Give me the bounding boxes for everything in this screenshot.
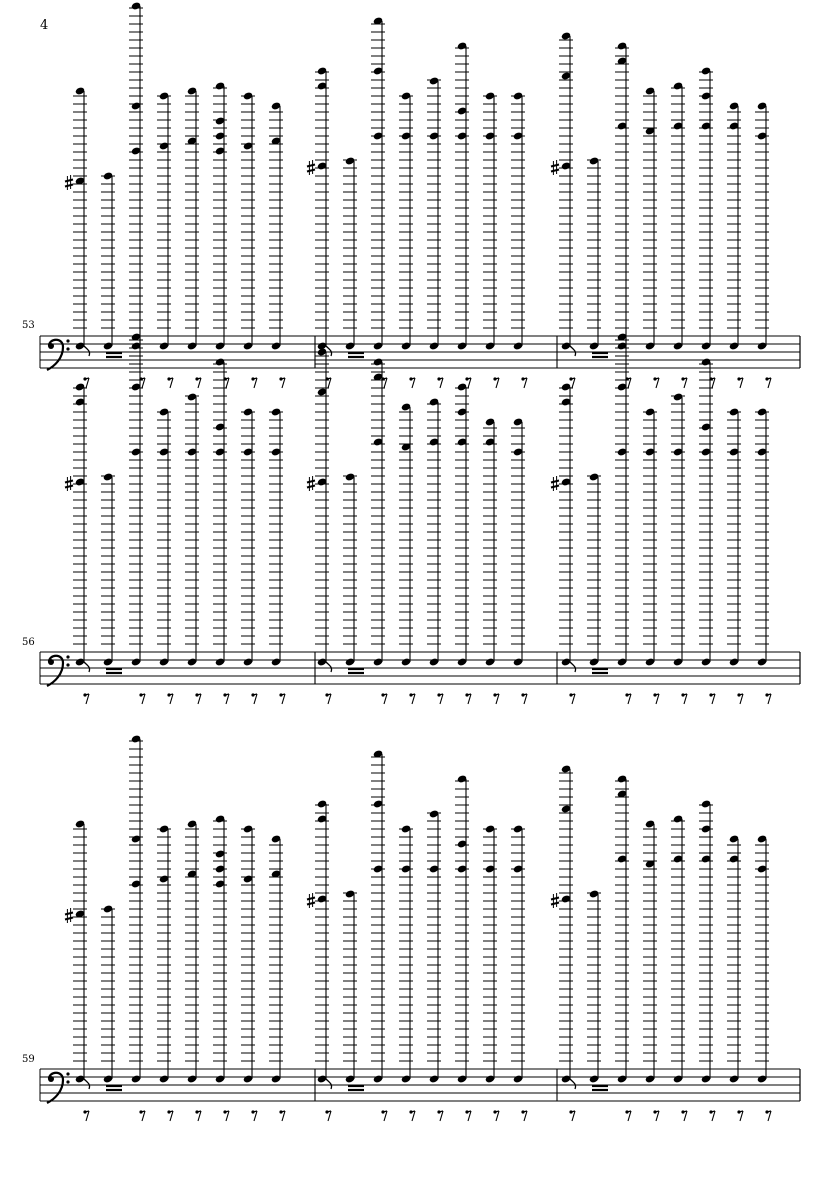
sixteenth-rest-icon: [521, 693, 527, 704]
sixteenth-rest-icon: [765, 377, 771, 388]
sixteenth-rest-icon: [521, 1110, 527, 1121]
sixteenth-rest-icon: [83, 1110, 89, 1121]
note-flag: [326, 1079, 332, 1089]
sharp-bar: [551, 486, 559, 488]
sixteenth-rest-icon: [437, 377, 443, 388]
sharp-bar: [307, 486, 315, 488]
sharp-bar: [551, 170, 559, 172]
sixteenth-rest-icon: [709, 693, 715, 704]
sixteenth-rest-icon: [279, 693, 285, 704]
sixteenth-rest-icon: [625, 1110, 631, 1121]
sixteenth-rest-icon: [569, 1110, 575, 1121]
sharp-bar: [307, 903, 315, 905]
sixteenth-rest-icon: [139, 693, 145, 704]
note-flag: [84, 1079, 90, 1089]
note-flag: [84, 346, 90, 356]
sixteenth-rest-icon: [737, 1110, 743, 1121]
sixteenth-rest-icon: [251, 377, 257, 388]
sixteenth-rest-icon: [625, 693, 631, 704]
sixteenth-rest-icon: [195, 1110, 201, 1121]
sixteenth-rest-icon: [381, 693, 387, 704]
sixteenth-rest-icon: [765, 693, 771, 704]
staff-system-2: [40, 332, 800, 704]
sixteenth-rest-icon: [569, 693, 575, 704]
sixteenth-rest-icon: [521, 377, 527, 388]
sharp-bar: [307, 165, 315, 167]
sharp-icon: [65, 908, 73, 923]
clef-dot: [66, 655, 69, 658]
sixteenth-rest-icon: [709, 1110, 715, 1121]
sixteenth-rest-icon: [493, 693, 499, 704]
sixteenth-rest-icon: [493, 1110, 499, 1121]
sharp-bar: [65, 185, 73, 187]
staff-system-1: [40, 1, 800, 388]
sixteenth-rest-icon: [653, 693, 659, 704]
sixteenth-rest-icon: [737, 693, 743, 704]
sixteenth-rest-icon: [251, 693, 257, 704]
sixteenth-rest-icon: [681, 1110, 687, 1121]
clef-dot: [66, 1080, 69, 1083]
clef-dot: [66, 347, 69, 350]
clef-dot: [66, 339, 69, 342]
sixteenth-rest-icon: [437, 693, 443, 704]
sharp-bar: [307, 898, 315, 900]
sixteenth-rest-icon: [325, 1110, 331, 1121]
sharp-icon: [551, 893, 559, 908]
sharp-bar: [307, 481, 315, 483]
sixteenth-rest-icon: [195, 693, 201, 704]
clef-dot: [66, 1072, 69, 1075]
note-flag: [570, 346, 576, 356]
sixteenth-rest-icon: [437, 1110, 443, 1121]
sixteenth-rest-icon: [223, 693, 229, 704]
note-flag: [570, 1079, 576, 1089]
measure-number-system-2: 56: [22, 637, 35, 648]
sharp-bar: [65, 481, 73, 483]
clef-dot: [48, 1076, 54, 1082]
sharp-icon: [307, 893, 315, 908]
sixteenth-rest-icon: [493, 377, 499, 388]
page-number: 4: [40, 18, 49, 33]
clef-dot: [48, 659, 54, 665]
sixteenth-rest-icon: [409, 377, 415, 388]
sixteenth-rest-icon: [251, 1110, 257, 1121]
sixteenth-rest-icon: [167, 377, 173, 388]
sixteenth-rest-icon: [737, 377, 743, 388]
sharp-icon: [307, 160, 315, 175]
note-flag: [326, 662, 332, 672]
sharp-icon: [551, 476, 559, 491]
note-flag: [326, 346, 332, 356]
sharp-bar: [307, 170, 315, 172]
sixteenth-rest-icon: [765, 1110, 771, 1121]
sixteenth-rest-icon: [653, 1110, 659, 1121]
sixteenth-rest-icon: [167, 693, 173, 704]
sixteenth-rest-icon: [381, 1110, 387, 1121]
sixteenth-rest-icon: [681, 377, 687, 388]
sixteenth-rest-icon: [279, 377, 285, 388]
sixteenth-rest-icon: [83, 693, 89, 704]
clef-dot: [66, 663, 69, 666]
sixteenth-rest-icon: [465, 1110, 471, 1121]
staff-system-3: [40, 734, 800, 1121]
sharp-bar: [65, 486, 73, 488]
sharp-bar: [65, 918, 73, 920]
sharp-bar: [65, 913, 73, 915]
sixteenth-rest-icon: [465, 693, 471, 704]
clef-dot: [48, 343, 54, 349]
sharp-icon: [551, 160, 559, 175]
sharp-bar: [551, 903, 559, 905]
sixteenth-rest-icon: [653, 377, 659, 388]
sixteenth-rest-icon: [223, 1110, 229, 1121]
sharp-bar: [551, 898, 559, 900]
sixteenth-rest-icon: [409, 693, 415, 704]
measure-number-system-3: 59: [22, 1054, 35, 1065]
sixteenth-rest-icon: [139, 1110, 145, 1121]
sharp-icon: [307, 476, 315, 491]
sharp-bar: [551, 481, 559, 483]
sixteenth-rest-icon: [325, 693, 331, 704]
sixteenth-rest-icon: [195, 377, 201, 388]
sixteenth-rest-icon: [681, 693, 687, 704]
sharp-bar: [65, 180, 73, 182]
sharp-bar: [551, 165, 559, 167]
note-flag: [570, 662, 576, 672]
sixteenth-rest-icon: [167, 1110, 173, 1121]
sharp-icon: [65, 476, 73, 491]
measure-number-system-1: 53: [22, 320, 35, 331]
sixteenth-rest-icon: [279, 1110, 285, 1121]
sharp-icon: [65, 175, 73, 190]
sixteenth-rest-icon: [409, 1110, 415, 1121]
note-flag: [84, 662, 90, 672]
